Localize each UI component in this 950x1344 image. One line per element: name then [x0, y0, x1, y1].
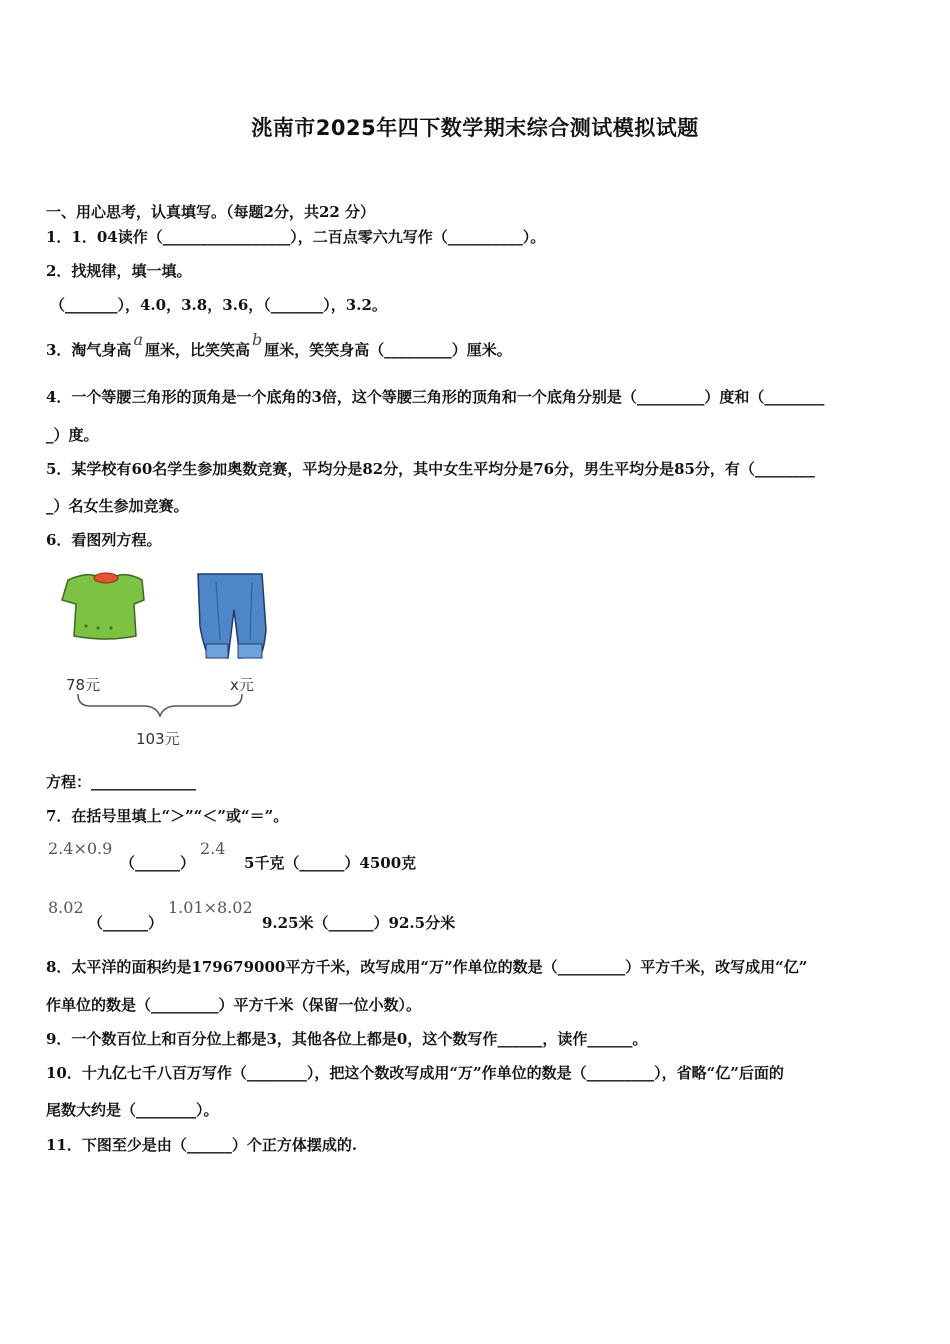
question-5-line-2: _）名女生参加竞赛。	[46, 497, 189, 515]
pants-icon	[198, 574, 266, 658]
curly-brace	[78, 694, 242, 716]
compare-1-right-expression: 2.4	[200, 839, 226, 858]
question-8-line-2: 作单位的数是（_________）平方千米（保留一位小数）。	[46, 996, 422, 1014]
variable-a: a	[133, 330, 143, 349]
question-5-line-1: 5．某学校有60名学生参加奥数竞赛，平均分是82分，其中女生平均分是76分，男生平均分是85分，有（________	[46, 460, 815, 478]
question-7-title: 7．在括号里填上“＞”“＜”或“＝”。	[46, 807, 289, 825]
question-6-equation: 方程：______________	[46, 773, 197, 791]
question-10-line-1: 10．十九亿七千八百万写作（________），把这个数改写成用“万”作单位的数是（_________），省略“亿”后面的	[46, 1064, 784, 1082]
pants-price-label: x元	[230, 676, 254, 694]
compare-3-blank: （______）	[88, 914, 164, 932]
shirt-icon	[62, 573, 144, 639]
compare-3-right-expression: 1.01×8.02	[168, 898, 253, 917]
question-4-line-1: 4．一个等腰三角形的顶角是一个底角的3倍，这个等腰三角形的顶角和一个底角分别是（_________）度和（________	[46, 388, 825, 406]
page-title: 洮南市2025年四下数学期末综合测试模拟试题	[251, 116, 699, 140]
compare-1-blank: （______）	[120, 854, 196, 872]
compare-2-weights: 5千克（______）4500克	[244, 854, 417, 872]
compare-4-lengths: 9.25米（______）92.5分米	[262, 914, 456, 932]
question-3	[46, 330, 512, 360]
compare-3-left-expression: 8.02	[48, 898, 84, 917]
question-3-part-c: 厘米，笑笑身高（_________）厘米。	[264, 341, 512, 359]
variable-b: b	[252, 330, 263, 349]
question-9: 9．一个数百位上和百分位上都是3，其他各位上都是0，这个数写作______，读作______。	[46, 1030, 648, 1048]
total-price-label: 103元	[136, 730, 180, 748]
question-3-part-a: 3．淘气身高	[46, 341, 132, 359]
question-1: 1．1．04读作（_________________），二百点零六九写作（__________）。	[46, 228, 546, 246]
shirt-price-label: 78元	[66, 676, 101, 694]
question-6-title: 6．看图列方程。	[46, 531, 162, 549]
question-4-line-2: _）度。	[46, 426, 99, 444]
question-11: 11．下图至少是由（______）个正方体摆成的.	[46, 1136, 358, 1154]
question-6-figure	[56, 570, 276, 750]
question-10-line-2: 尾数大约是（________）。	[46, 1101, 219, 1119]
question-3-part-b: 厘米，比笑笑高	[145, 341, 251, 359]
question-8-line-1: 8．太平洋的面积约是179679000平方千米，改写成用“万”作单位的数是（_________）平方千米，改写成用“亿”	[46, 958, 808, 976]
question-2-title: 2．找规律，填一填。	[46, 262, 192, 280]
question-2-body: （_______），4.0，3.8，3.6，（_______），3.2。	[50, 296, 387, 314]
clothes-illustration	[56, 570, 276, 750]
compare-1-left-expression: 2.4×0.9	[48, 839, 113, 858]
section-heading-1: 一、用心思考，认真填写。（每题2分，共22 分）	[46, 203, 376, 221]
